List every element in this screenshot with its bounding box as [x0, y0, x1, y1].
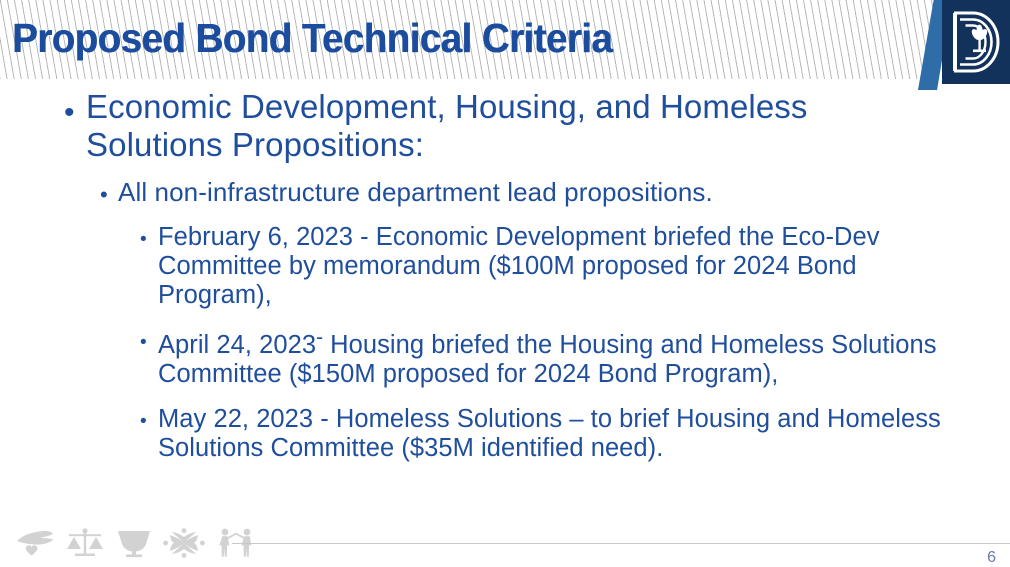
bullet-level3-apr [140, 326, 1010, 389]
slide-header-band [0, 0, 938, 82]
apr-body-text: Housing briefed the Housing and Homeless Solutions Committee ($150M proposed for 2024 Bond Program), [158, 331, 937, 389]
bullet-level1 [64, 88, 1010, 165]
slide-body [0, 84, 1010, 463]
bullet-level3-may [140, 405, 1010, 463]
equity-starburst-icon [163, 528, 205, 558]
bullet-level2 [100, 177, 1010, 208]
bullet-marker-icon: • [140, 229, 147, 251]
bullet-level3-text-feb: February 6, 2023 - Economic Development briefed the Eco-Dev Committee by memorandum ($100M proposed for 2024 Bond Program), [158, 223, 880, 310]
city-values-icon-strip [14, 528, 258, 558]
logo-d-monogram-icon [951, 10, 1001, 74]
bullet-marker-icon: • [64, 96, 75, 129]
bullet-level3-text-may: May 22, 2023 - Homeless Solutions – to brief Housing and Homeless Solutions Committee ($35M identified need). [158, 405, 941, 463]
empathy-hand-heart-icon [14, 528, 56, 558]
slide-number: 6 [987, 549, 996, 566]
bullet-level1-text: Economic Development, Housing, and Homeless Solutions Propositions: [86, 88, 808, 164]
raised-dash-glyph: - [316, 326, 324, 350]
logo-box [942, 0, 1010, 84]
bullet-level3-text-apr [158, 326, 968, 389]
bullet-level2-text: All non-infrastructure department lead propositions. [118, 176, 713, 207]
apr-date-text: April 24, 2023 [158, 331, 317, 360]
footer-divider [232, 543, 1010, 544]
bullet-level3-feb [140, 223, 1010, 310]
bullet-marker-icon: • [100, 181, 108, 207]
ethics-scales-icon [65, 528, 105, 558]
excellence-trophy-icon [114, 528, 154, 558]
bullet-marker-icon: • [140, 332, 147, 354]
slide-footer [0, 516, 1010, 566]
bullet-marker-icon: • [140, 411, 147, 433]
page-title: Proposed Bond Technical Criteria [12, 15, 613, 61]
city-of-dallas-logo [918, 0, 1010, 90]
